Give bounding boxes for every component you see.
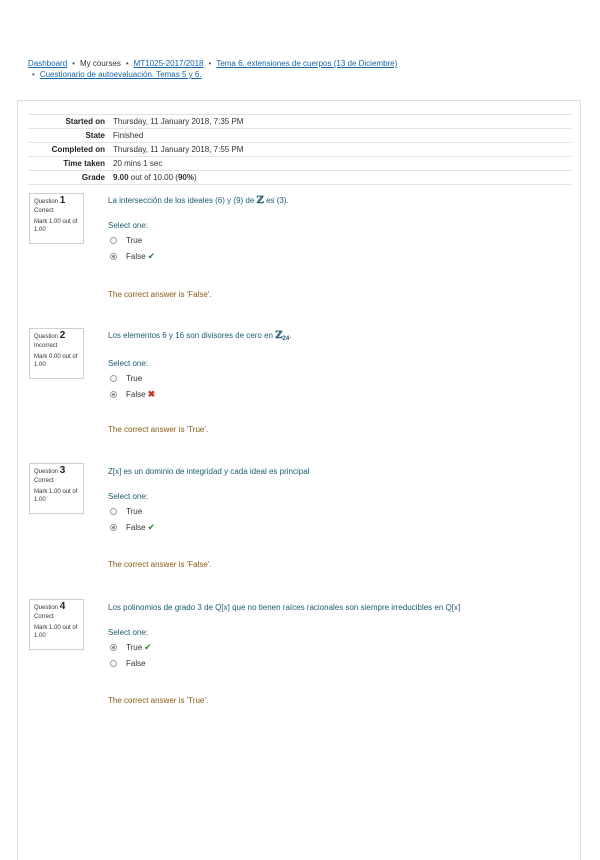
select-one-prompt: Select one: xyxy=(108,492,149,501)
answer-option-false[interactable] xyxy=(108,389,568,400)
question-1-right-answer: The correct answer is 'False'. xyxy=(108,290,212,299)
answer-option-false[interactable] xyxy=(108,251,568,262)
question-3-right-answer: The correct answer is 'False'. xyxy=(108,560,212,569)
question-1-info xyxy=(29,193,84,244)
grade-value xyxy=(113,171,571,185)
question-3-content xyxy=(108,466,568,533)
answer-option-true[interactable] xyxy=(108,642,568,653)
question-text-part: . xyxy=(289,331,292,340)
select-one-prompt: Select one: xyxy=(108,628,149,637)
question-mark: Mark 1.00 out of 1.00 xyxy=(34,219,78,233)
radio-button-selected[interactable] xyxy=(110,391,117,398)
grade-percent: 90% xyxy=(177,173,194,182)
radio-button-selected[interactable] xyxy=(110,524,117,531)
question-mark: Mark 1.00 out of 1.00 xyxy=(34,489,78,503)
question-state: Correct xyxy=(34,478,54,484)
question-2-content xyxy=(108,330,568,400)
question-text-part: Los elementos 6 y 16 son divisores de cero en xyxy=(108,331,276,340)
question-text-part: La intersección de los ideales (6) y (9) de xyxy=(108,196,257,205)
summary-row-started xyxy=(28,115,571,129)
summary-row-completed xyxy=(28,143,571,157)
question-word: Question xyxy=(34,469,59,475)
option-label: True xyxy=(126,507,143,516)
grade-score: 9.00 xyxy=(113,173,129,182)
select-one-prompt: Select one: xyxy=(108,221,149,230)
question-2-right-answer: The correct answer is 'True'. xyxy=(108,425,209,434)
question-number: 1 xyxy=(59,195,66,206)
check-icon: ✔ xyxy=(147,522,156,532)
answer-option-true[interactable] xyxy=(108,506,568,517)
summary-row-time xyxy=(28,157,571,171)
question-state: Correct xyxy=(34,614,54,620)
option-label: False xyxy=(126,252,146,261)
state-label: State xyxy=(28,129,113,143)
option-label: True xyxy=(126,236,143,245)
check-icon: ✔ xyxy=(147,251,156,261)
breadcrumb xyxy=(28,58,548,80)
answer-option-false[interactable] xyxy=(108,658,568,669)
radio-button[interactable] xyxy=(110,660,117,667)
question-word: Question xyxy=(34,605,59,611)
question-2-info xyxy=(29,328,84,379)
integers-symbol: ℤ xyxy=(256,195,264,206)
question-state: Correct xyxy=(34,208,54,214)
option-label: False xyxy=(126,659,146,668)
radio-button-selected[interactable] xyxy=(110,253,117,260)
option-label: True xyxy=(126,374,143,383)
question-1-content xyxy=(108,195,568,262)
grade-end: ) xyxy=(193,173,197,182)
option-label: True xyxy=(126,643,143,652)
question-3-info xyxy=(29,463,84,514)
check-icon: ✔ xyxy=(144,642,152,652)
question-text-part: es (3). xyxy=(263,196,289,205)
integers-symbol: ℤ xyxy=(275,330,283,341)
breadcrumb-separator: • xyxy=(32,70,35,79)
summary-row-state xyxy=(28,129,571,143)
breadcrumb-my-courses: My courses xyxy=(79,59,121,68)
question-word: Question xyxy=(34,199,59,205)
cross-icon: ✖ xyxy=(147,389,156,399)
completed-on-value: Thursday, 11 January 2018, 7:55 PM xyxy=(113,143,571,157)
question-number: 4 xyxy=(59,601,66,612)
answer-option-false[interactable] xyxy=(108,522,568,533)
select-one-prompt: Select one: xyxy=(108,359,149,368)
option-label: False xyxy=(126,523,146,532)
breadcrumb-quiz-link[interactable]: Cuestionario de autoevaluación. Temas 5 y 6. xyxy=(39,70,202,79)
breadcrumb-course-link[interactable]: MT1025-2017/2018 xyxy=(133,59,204,68)
started-on-label: Started on xyxy=(28,115,113,129)
completed-on-label: Completed on xyxy=(28,143,113,157)
breadcrumb-separator: • xyxy=(125,59,129,68)
radio-button[interactable] xyxy=(110,375,117,382)
option-label: False xyxy=(126,390,146,399)
summary-row-grade xyxy=(28,171,571,185)
question-mark: Mark 1.00 out of 1.00 xyxy=(34,625,78,639)
time-taken-value: 20 mins 1 sec xyxy=(113,157,571,171)
state-value: Finished xyxy=(113,129,571,143)
question-4-info xyxy=(29,599,84,650)
breadcrumb-dashboard-link[interactable]: Dashboard xyxy=(28,59,68,68)
started-on-value: Thursday, 11 January 2018, 7:35 PM xyxy=(113,115,571,129)
question-number: 2 xyxy=(59,330,66,341)
radio-button[interactable] xyxy=(110,237,117,244)
question-text xyxy=(108,330,568,345)
question-number: 3 xyxy=(59,465,66,476)
question-text xyxy=(108,195,568,207)
question-text: Z[x] es un dominio de integridad y cada ideal es principal xyxy=(108,467,310,476)
radio-button-selected[interactable] xyxy=(110,644,117,651)
question-4-right-answer: The correct answer is 'True'. xyxy=(108,696,209,705)
breadcrumb-separator: • xyxy=(208,59,212,68)
question-word: Question xyxy=(34,334,59,340)
subscript: 24 xyxy=(282,336,290,342)
radio-button[interactable] xyxy=(110,508,117,515)
question-4-content xyxy=(108,602,568,669)
question-mark: Mark 0.00 out of 1.00 xyxy=(34,354,78,368)
breadcrumb-topic-link[interactable]: Tema 6. extensiones de cuerpos (13 de Diciembre) xyxy=(216,59,398,68)
answer-option-true[interactable] xyxy=(108,235,568,246)
attempt-summary-table xyxy=(28,114,571,185)
question-text: Los polinomios de grado 3 de Q[x] que no tienen raíces racionales son siempre irreducibles en Q[x] xyxy=(108,603,461,612)
time-taken-label: Time taken xyxy=(28,157,113,171)
grade-out-of: out of 10.00 ( xyxy=(128,173,178,182)
breadcrumb-separator: • xyxy=(72,59,75,68)
question-state: Incorrect xyxy=(34,343,58,349)
answer-option-true[interactable] xyxy=(108,373,568,384)
grade-label: Grade xyxy=(28,171,113,185)
